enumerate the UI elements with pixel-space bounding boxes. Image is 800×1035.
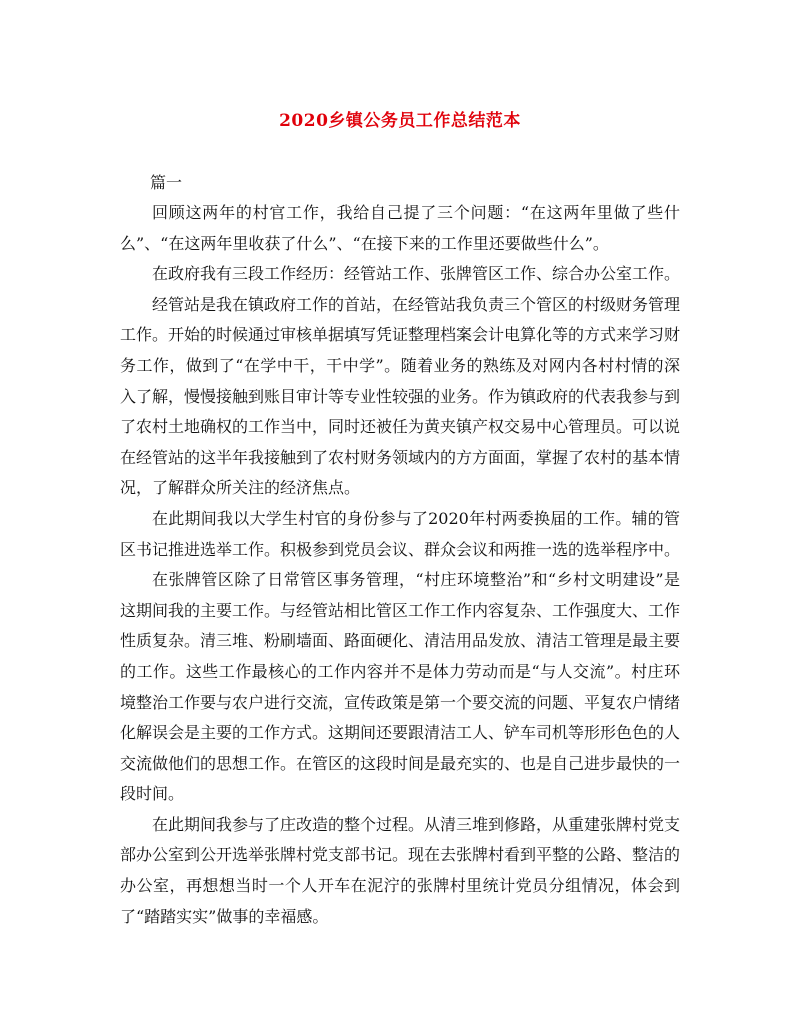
document-body	[120, 198, 680, 932]
document-title: 2020乡镇公务员工作总结范本	[279, 111, 521, 131]
paragraph: 经管站是我在镇政府工作的首站，在经管站我负责三个管区的村级财务管理工作。开始的时候通过审核单据填写凭证整理档案会计电算化等的方式来学习财务工作，做到了“在学中干，干中学”。随着业务的熟练及对网内各村村情的深入了解，慢慢接触到账目审计等专业性较强的业务。作为镇政府的代表我参与到了农村土地确权的工作当中，同时还被任为黄夹镇产权交易中心管理员。可以说在经管站的这半年我接触到了农村财务领域内的方方面面，掌握了农村的基本情况，了解群众所关注的经济焦点。	[120, 294, 681, 498]
paragraph: 回顾这两年的村官工作，我给自己提了三个问题：“在这两年里做了些什么”、“在这两年里收获了什么”、“在接下来的工作里还要做些什么”。	[120, 203, 680, 253]
paragraph: 在此期间我参与了庄改造的整个过程。从清三堆到修路，从重建张牌村党支部办公室到公开选举张牌村党支部书记。现在去张牌村看到平整的公路、整洁的办公室，再想想当时一个人开车在泥泞的张牌村里统计党员分组情况，体会到了“踏踏实实”做事的幸福感。	[120, 814, 681, 926]
paragraph: 在张牌管区除了日常管区事务管理，“村庄环境整治”和“乡村文明建设”是这期间我的主要工作。与经管站相比管区工作工作内容复杂、工作强度大、工作性质复杂。清三堆、粉刷墙面、路面硬化、清洁用品发放、清洁工管理是最主要的工作。这些工作最核心的工作内容并不是体力劳动而是“与人交流”。村庄环境整治工作要与农户进行交流，宣传政策是第一个要交流的问题、平复农户情绪化解误会是主要的工作方式。这期间还要跟清洁工人、铲车司机等形形色色的人交流做他们的思想工作。在管区的这段时间是最充实的、也是自己进步最快的一段时间。	[120, 570, 681, 804]
paragraph: 在此期间我以大学生村官的身份参与了2020年村两委换届的工作。辅的管区书记推进选举工作。积极参到党员会议、群众会议和两推一选的选举程序中。	[120, 508, 681, 559]
section-label: 篇一	[150, 173, 183, 192]
paragraph: 在政府我有三段工作经历：经管站工作、张牌管区工作、综合办公室工作。	[152, 264, 681, 284]
